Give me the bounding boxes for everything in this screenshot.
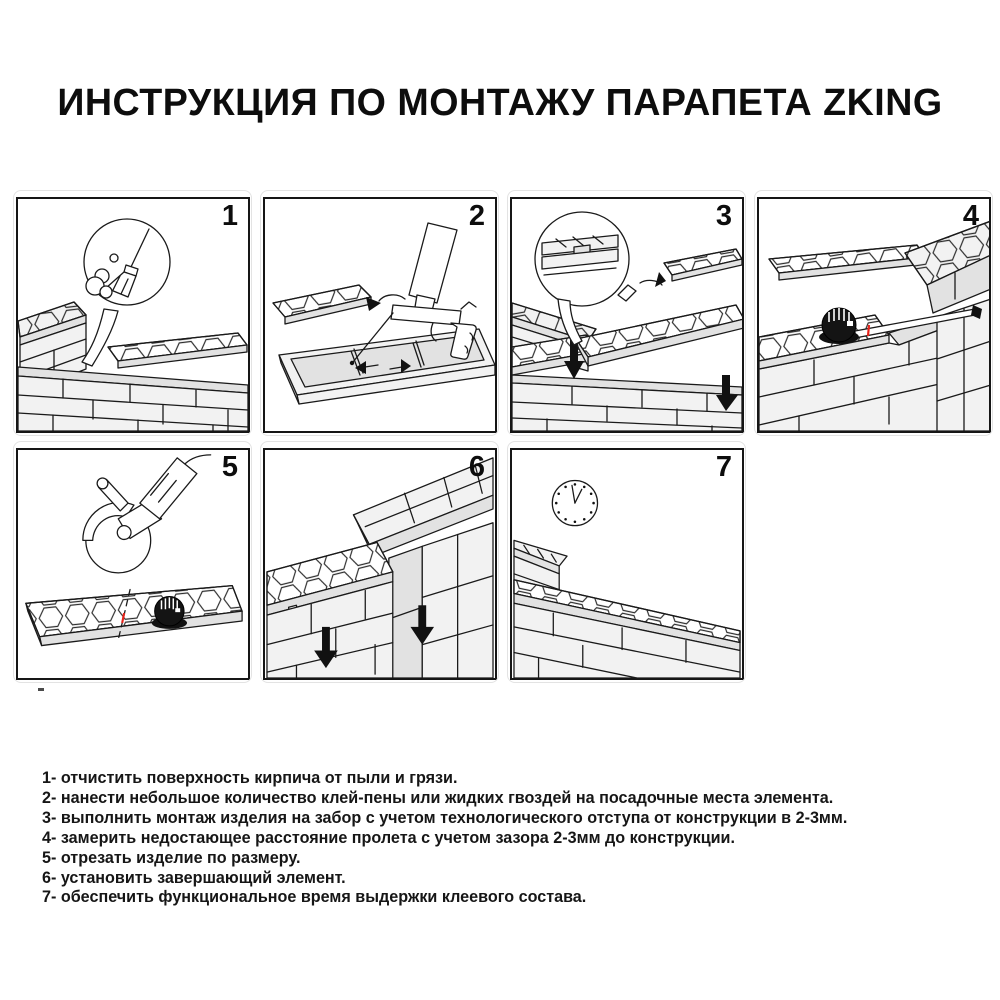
parapet-element bbox=[273, 285, 371, 324]
pillar bbox=[389, 523, 493, 678]
step-item: 4- замерить недостающее расстояние пролета с учетом зазора 2-3мм до конструкции. bbox=[42, 827, 735, 847]
step-list bbox=[42, 768, 847, 907]
panel-3 bbox=[510, 197, 744, 433]
panel-number: 1 bbox=[221, 200, 238, 232]
step-item: 7- обеспечить функциональное время выдержки клеевого состава. bbox=[42, 887, 587, 907]
page-title: ИНСТРУКЦИЯ ПО МОНТАЖУ ПАРАПЕТА ZKING bbox=[57, 82, 943, 125]
step-item: 5- отрезать изделие по размеру. bbox=[42, 847, 301, 867]
parapet-element bbox=[26, 586, 242, 646]
panel-3-illustration bbox=[512, 199, 742, 431]
panel-1-illustration bbox=[18, 199, 248, 431]
panel-7-illustration bbox=[512, 450, 742, 678]
step-item: 3- выполнить монтаж изделия на забор с учетом технологического отступа от конструкции в 2-3мм. bbox=[42, 807, 848, 827]
panel-6-illustration bbox=[265, 450, 495, 678]
panel-number: 3 bbox=[715, 200, 732, 232]
parapet-element bbox=[576, 305, 742, 366]
angle-grinder-icon bbox=[83, 455, 211, 573]
panel-4-illustration bbox=[759, 199, 989, 431]
step-item: 2- нанести небольшое количество клей-пены или жидких гвоздей на посадочные места элемента. bbox=[42, 787, 834, 807]
panel-number: 7 bbox=[715, 451, 732, 483]
parapet-element bbox=[769, 245, 925, 280]
panel-6 bbox=[263, 448, 497, 680]
brick-wall bbox=[512, 375, 742, 431]
step-item: 6- установить завершающий элемент. bbox=[42, 867, 346, 887]
second-element bbox=[664, 249, 742, 281]
panel-5-illustration bbox=[18, 450, 248, 678]
panel-7 bbox=[510, 448, 744, 680]
brick-wall bbox=[18, 367, 248, 431]
panel-number: 4 bbox=[962, 200, 979, 232]
step-item: 1- отчистить поверхность кирпича от пыли и грязи. bbox=[42, 768, 458, 787]
panel-4 bbox=[757, 197, 991, 433]
panel-1 bbox=[16, 197, 250, 433]
panel-number: 6 bbox=[468, 451, 485, 483]
panel-2 bbox=[263, 197, 497, 433]
stray-mark bbox=[38, 688, 44, 691]
panel-5 bbox=[16, 448, 250, 680]
panel-number: 2 bbox=[468, 200, 485, 232]
clock-icon bbox=[552, 480, 597, 525]
parapet-element bbox=[108, 333, 247, 368]
panel-2-illustration bbox=[265, 199, 495, 431]
panel-number: 5 bbox=[221, 451, 238, 483]
